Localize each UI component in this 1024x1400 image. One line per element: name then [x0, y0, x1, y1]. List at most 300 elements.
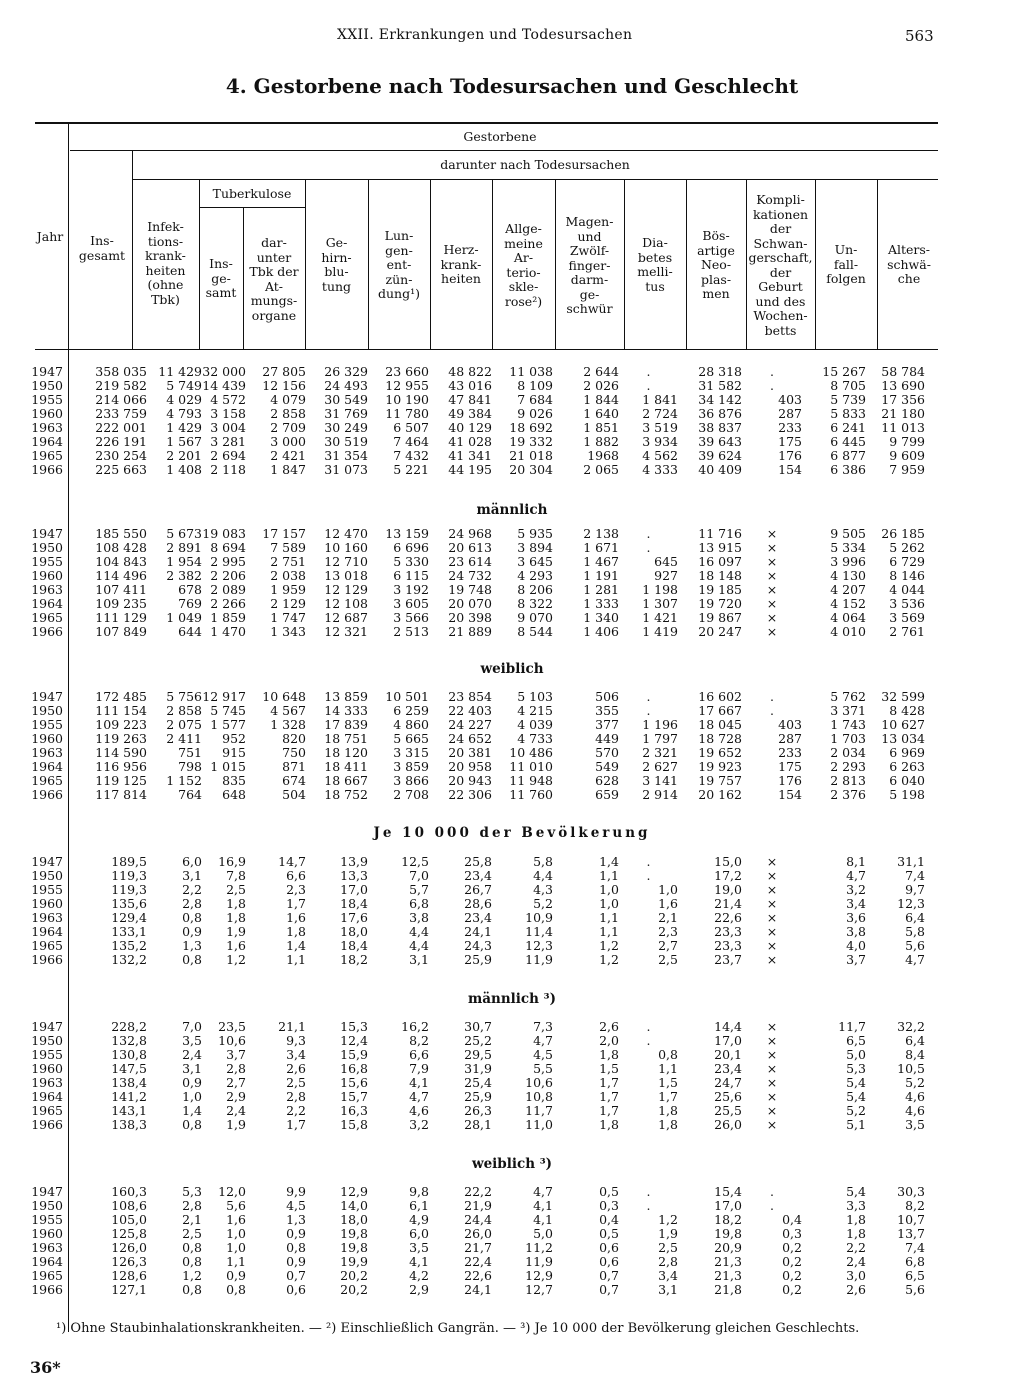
cell-tbk-insgesamt: 1,6 [226, 939, 246, 953]
cell-tbk-atmung: 27 805 [262, 365, 306, 379]
cell-year: 1955 [31, 1048, 63, 1062]
table-row [22, 379, 925, 393]
cell-gehirnblutung: 13 018 [324, 569, 368, 583]
hline: Tbk) [151, 291, 180, 307]
cell-komplikationen: 0,2 [782, 1283, 802, 1297]
cell-neoplasmen: 19 757 [698, 774, 742, 788]
cell-infektion: 4 793 [166, 407, 202, 421]
cell-arteriosklerose: 11,2 [525, 1241, 553, 1255]
cell-magen: 1 467 [583, 555, 619, 569]
cell-tbk-insgesamt: 5,6 [226, 1199, 246, 1213]
cell-magen: 0,7 [599, 1283, 619, 1297]
cell-magen: 0,4 [599, 1213, 619, 1227]
cell-tbk-insgesamt: 2,9 [226, 1090, 246, 1104]
cell-year: 1966 [31, 1283, 63, 1297]
cell-diabetes: 1 421 [642, 611, 678, 625]
cell-magen: 570 [595, 746, 619, 760]
hline: tus [645, 278, 665, 294]
cell-altersschwaeche: 58 784 [881, 365, 925, 379]
hline: ge- [211, 270, 231, 286]
cell-year: 1965 [31, 1269, 63, 1283]
cell-altersschwaeche: 5,6 [905, 939, 925, 953]
table-row [22, 1090, 925, 1104]
cell-gehirnblutung: 19,9 [340, 1255, 368, 1269]
cell-neoplasmen: 18,2 [714, 1213, 742, 1227]
cell-infektion: 1,2 [182, 1269, 202, 1283]
header-herzkrankheiten [430, 243, 492, 287]
cell-neoplasmen: 18 045 [698, 718, 742, 732]
cell-gehirnblutung: 12 321 [324, 625, 368, 639]
cell-tbk-insgesamt: 1 470 [210, 625, 246, 639]
cell-unfallfolgen: 4 207 [830, 583, 866, 597]
cell-unfallfolgen: 8,1 [846, 855, 866, 869]
cell-infektion: 3,1 [182, 1062, 202, 1076]
cell-insgesamt: 189,5 [111, 855, 147, 869]
cell-infektion: 2 201 [166, 449, 202, 463]
cell-tbk-atmung: 4 079 [270, 393, 306, 407]
cell-insgesamt: 117 814 [95, 788, 147, 802]
cell-arteriosklerose: 8 109 [517, 379, 553, 393]
table-title: 4. Gestorbene nach Todesursachen und Geschlecht [225, 74, 799, 98]
cell-lungenentzuendung: 6,0 [409, 1227, 429, 1241]
cell-gehirnblutung: 13,3 [340, 869, 368, 883]
cell-lungenentzuendung: 13 159 [385, 527, 429, 541]
rule-gestorbene [70, 150, 938, 151]
cell-diabetes: 2,8 [658, 1255, 678, 1269]
cell-neoplasmen: 19 923 [698, 760, 742, 774]
cell-komplikationen: × [766, 597, 778, 611]
cell-lungenentzuendung: 3 315 [393, 746, 429, 760]
cell-komplikationen: × [766, 939, 778, 953]
cell-herzkrankheiten: 48 822 [448, 365, 492, 379]
cell-magen: 1,2 [599, 939, 619, 953]
cell-magen: 1 406 [583, 625, 619, 639]
cell-diabetes: . [646, 704, 651, 718]
cell-herzkrankheiten: 21,9 [464, 1199, 492, 1213]
cell-magen: 1,4 [599, 855, 619, 869]
cell-diabetes: 3,1 [658, 1283, 678, 1297]
cell-altersschwaeche: 4,6 [905, 1090, 925, 1104]
hline: schwür [566, 301, 613, 316]
cell-insgesamt: 226 191 [95, 435, 147, 449]
header-magen [555, 215, 624, 317]
cell-magen: 2,0 [599, 1034, 619, 1048]
cell-komplikationen: 287 [778, 732, 802, 746]
cell-komplikationen: × [766, 625, 778, 639]
cell-magen: 1,2 [599, 953, 619, 967]
cell-tbk-atmung: 2 709 [270, 421, 306, 435]
cell-altersschwaeche: 10,5 [897, 1062, 925, 1076]
cell-insgesamt: 107 849 [95, 625, 147, 639]
cell-unfallfolgen: 1,8 [846, 1227, 866, 1241]
cell-infektion: 3,1 [182, 869, 202, 883]
cell-lungenentzuendung: 10 190 [385, 393, 429, 407]
cell-neoplasmen: 21,3 [714, 1269, 742, 1283]
cell-lungenentzuendung: 12,5 [401, 855, 429, 869]
page-signature: 36* [30, 1358, 61, 1377]
cell-altersschwaeche: 4,6 [905, 1104, 925, 1118]
hline: hirn- [321, 249, 352, 265]
cell-magen: 2 026 [583, 379, 619, 393]
cell-year: 1947 [31, 1185, 63, 1199]
cell-diabetes: 645 [654, 555, 678, 569]
cell-arteriosklerose: 11,9 [525, 953, 553, 967]
cell-infektion: 2 382 [166, 569, 202, 583]
cell-gehirnblutung: 19,8 [340, 1227, 368, 1241]
cell-diabetes: . [646, 541, 651, 555]
cell-insgesamt: 111 129 [95, 611, 147, 625]
cell-lungenentzuendung: 9,8 [409, 1185, 429, 1199]
cell-year: 1950 [31, 1034, 63, 1048]
cell-insgesamt: 228,2 [111, 1020, 147, 1034]
cell-gehirnblutung: 18,0 [340, 1213, 368, 1227]
cell-komplikationen: 403 [778, 393, 802, 407]
hline: schwä- [887, 256, 931, 272]
cell-neoplasmen: 19 185 [698, 583, 742, 597]
table-row [22, 583, 925, 597]
cell-insgesamt: 104 843 [95, 555, 147, 569]
cell-altersschwaeche: 8 146 [889, 569, 925, 583]
cell-magen: 1 851 [583, 421, 619, 435]
cell-herzkrankheiten: 21,7 [464, 1241, 492, 1255]
cell-tbk-insgesamt: 1,9 [226, 1118, 246, 1132]
cell-altersschwaeche: 6,4 [905, 1034, 925, 1048]
cell-neoplasmen: 19 867 [698, 611, 742, 625]
cell-arteriosklerose: 4 039 [517, 718, 553, 732]
cell-herzkrankheiten: 40 129 [448, 421, 492, 435]
cell-herzkrankheiten: 41 028 [448, 435, 492, 449]
cell-gehirnblutung: 13 859 [324, 690, 368, 704]
cell-herzkrankheiten: 22 403 [448, 704, 492, 718]
cell-tbk-atmung: 0,9 [286, 1255, 306, 1269]
cell-tbk-atmung: 2,5 [286, 1076, 306, 1090]
cell-herzkrankheiten: 47 841 [448, 393, 492, 407]
cell-komplikationen: × [766, 1104, 778, 1118]
cell-diabetes: . [646, 855, 651, 869]
cell-herzkrankheiten: 41 341 [448, 449, 492, 463]
cell-komplikationen: . [770, 704, 774, 718]
cell-year: 1966 [31, 625, 63, 639]
cell-year: 1960 [31, 1227, 63, 1241]
table-row [22, 1283, 925, 1297]
cell-tbk-insgesamt: 835 [222, 774, 246, 788]
cell-year: 1950 [31, 869, 63, 883]
cell-magen: 1,1 [599, 869, 619, 883]
cell-tbk-insgesamt: 16,9 [218, 855, 246, 869]
cell-altersschwaeche: 4,7 [905, 953, 925, 967]
cell-herzkrankheiten: 20 381 [448, 746, 492, 760]
cell-neoplasmen: 17 667 [698, 704, 742, 718]
cell-lungenentzuendung: 8,2 [409, 1034, 429, 1048]
cell-tbk-atmung: 1 747 [270, 611, 306, 625]
cell-arteriosklerose: 19 332 [509, 435, 553, 449]
hline: terio- [506, 264, 541, 280]
cell-komplikationen: . [770, 365, 774, 379]
cell-herzkrankheiten: 31,9 [464, 1062, 492, 1076]
hline: gen- [385, 242, 413, 258]
cell-tbk-atmung: 820 [282, 732, 306, 746]
section-title-maennlich: männlich [476, 502, 548, 518]
cell-herzkrankheiten: 28,1 [464, 1118, 492, 1132]
data-block-maennlich [22, 527, 925, 639]
cell-lungenentzuendung: 7 432 [393, 449, 429, 463]
cell-year: 1955 [31, 393, 63, 407]
cell-infektion: 678 [178, 583, 202, 597]
cell-insgesamt: 138,3 [111, 1118, 147, 1132]
cell-year: 1964 [31, 925, 63, 939]
cell-gehirnblutung: 10 160 [324, 541, 368, 555]
table-row [22, 869, 925, 883]
cell-arteriosklerose: 12,9 [525, 1269, 553, 1283]
cell-infektion: 798 [178, 760, 202, 774]
cell-unfallfolgen: 5,1 [846, 1118, 866, 1132]
cell-infektion: 0,8 [182, 1255, 202, 1269]
cell-infektion: 769 [178, 597, 202, 611]
cell-unfallfolgen: 2,4 [846, 1255, 866, 1269]
cell-altersschwaeche: 31,1 [897, 855, 925, 869]
header-diabetes [624, 236, 686, 294]
cell-tbk-insgesamt: 1 859 [210, 611, 246, 625]
table-row [22, 1185, 925, 1199]
cell-arteriosklerose: 12,3 [525, 939, 553, 953]
cell-magen: 506 [595, 690, 619, 704]
cell-insgesamt: 126,0 [111, 1241, 147, 1255]
cell-herzkrankheiten: 49 384 [448, 407, 492, 421]
cell-herzkrankheiten: 29,5 [464, 1048, 492, 1062]
cell-arteriosklerose: 5,0 [533, 1227, 553, 1241]
hline: zün- [385, 271, 413, 287]
cell-neoplasmen: 17,0 [714, 1199, 742, 1213]
cell-tbk-atmung: 2 129 [270, 597, 306, 611]
cell-arteriosklerose: 8 206 [517, 583, 553, 597]
hline: dar- [261, 235, 287, 250]
cell-lungenentzuendung: 4,4 [409, 939, 429, 953]
hline: tung [321, 278, 352, 294]
cell-lungenentzuendung: 2 513 [393, 625, 429, 639]
cell-arteriosklerose: 8 544 [517, 625, 553, 639]
cell-komplikationen: × [766, 953, 778, 967]
cell-lungenentzuendung: 16,2 [401, 1020, 429, 1034]
cell-arteriosklerose: 8 322 [517, 597, 553, 611]
cell-infektion: 5 749 [166, 379, 202, 393]
table-row [22, 911, 925, 925]
cell-arteriosklerose: 4,7 [533, 1185, 553, 1199]
cell-unfallfolgen: 5,4 [846, 1185, 866, 1199]
cell-arteriosklerose: 5 103 [517, 690, 553, 704]
cell-infektion: 1 049 [166, 611, 202, 625]
cell-unfallfolgen: 2,6 [846, 1283, 866, 1297]
cell-tbk-atmung: 12 156 [262, 379, 306, 393]
cell-infektion: 2 891 [166, 541, 202, 555]
table-row [22, 855, 925, 869]
cell-tbk-atmung: 9,9 [286, 1185, 306, 1199]
cell-tbk-atmung: 2 858 [270, 407, 306, 421]
cell-magen: 1 333 [583, 597, 619, 611]
cell-infektion: 1,3 [182, 939, 202, 953]
cell-lungenentzuendung: 6 115 [393, 569, 429, 583]
cell-herzkrankheiten: 24,4 [464, 1213, 492, 1227]
cell-komplikationen: 154 [778, 463, 802, 477]
hline: Tbk der [249, 264, 299, 279]
cell-diabetes: 2,5 [658, 1241, 678, 1255]
cell-infektion: 5,3 [182, 1185, 202, 1199]
cell-altersschwaeche: 3 569 [889, 611, 925, 625]
cell-infektion: 2,8 [182, 897, 202, 911]
cell-neoplasmen: 25,5 [714, 1104, 742, 1118]
cell-unfallfolgen: 4 010 [830, 625, 866, 639]
cell-arteriosklerose: 9 070 [517, 611, 553, 625]
cell-insgesamt: 126,3 [111, 1255, 147, 1269]
cell-year: 1965 [31, 774, 63, 788]
cell-altersschwaeche: 9 609 [889, 449, 925, 463]
cell-lungenentzuendung: 4,6 [409, 1104, 429, 1118]
cell-neoplasmen: 20 162 [698, 788, 742, 802]
cell-magen: 1,1 [599, 911, 619, 925]
cell-neoplasmen: 18 728 [698, 732, 742, 746]
header-insgesamt-line: gesamt [78, 247, 126, 263]
cell-insgesamt: 127,1 [111, 1283, 147, 1297]
cell-arteriosklerose: 20 304 [509, 463, 553, 477]
cell-komplikationen: . [770, 690, 774, 704]
cell-tbk-atmung: 2,6 [286, 1062, 306, 1076]
cell-insgesamt: 358 035 [95, 365, 147, 379]
hline: tions- [147, 233, 184, 249]
table-row [22, 788, 925, 802]
hline: artige [697, 242, 735, 258]
cell-neoplasmen: 14,4 [714, 1020, 742, 1034]
cell-tbk-insgesamt: 2,8 [226, 1062, 246, 1076]
cell-tbk-atmung: 0,8 [286, 1241, 306, 1255]
cell-year: 1963 [31, 1076, 63, 1090]
cell-herzkrankheiten: 23 854 [448, 690, 492, 704]
cell-unfallfolgen: 6,5 [846, 1034, 866, 1048]
cell-insgesamt: 233 759 [95, 407, 147, 421]
cell-insgesamt: 133,1 [111, 925, 147, 939]
data-block-je-10000 [22, 855, 925, 967]
cell-tbk-insgesamt: 1,9 [226, 925, 246, 939]
cell-herzkrankheiten: 24 732 [448, 569, 492, 583]
cell-gehirnblutung: 18 752 [324, 788, 368, 802]
cell-komplikationen: 403 [778, 718, 802, 732]
cell-gehirnblutung: 30 519 [324, 435, 368, 449]
hline: und [577, 228, 602, 244]
cell-komplikationen: × [766, 1048, 778, 1062]
table-row [22, 883, 925, 897]
cell-arteriosklerose: 4,4 [533, 869, 553, 883]
cell-komplikationen: 0,3 [782, 1227, 802, 1241]
header-gehirnblutung [305, 236, 368, 294]
cell-komplikationen: × [766, 1062, 778, 1076]
cell-tbk-atmung: 2,8 [286, 1090, 306, 1104]
cell-arteriosklerose: 3 894 [517, 541, 553, 555]
cell-gehirnblutung: 15,6 [340, 1076, 368, 1090]
cell-magen: 1,8 [599, 1118, 619, 1132]
data-block-weiblich [22, 690, 925, 802]
cell-unfallfolgen: 3,6 [846, 911, 866, 925]
cell-infektion: 2 858 [166, 704, 202, 718]
hline: Kompli- [756, 192, 805, 207]
hline: blu- [324, 264, 349, 279]
hline: Magen- [565, 214, 614, 229]
cell-tbk-atmung: 6,6 [286, 869, 306, 883]
cell-infektion: 1,4 [182, 1104, 202, 1118]
table-row [22, 365, 925, 379]
cell-infektion: 3,5 [182, 1034, 202, 1048]
hline: darm- [570, 272, 609, 287]
cell-komplikationen: 175 [778, 760, 802, 774]
cell-infektion: 2 411 [166, 732, 202, 746]
cell-tbk-atmung: 17 157 [262, 527, 306, 541]
cell-diabetes: 1,5 [658, 1076, 678, 1090]
cell-unfallfolgen: 2 034 [830, 746, 866, 760]
hline: Wochen- [753, 308, 808, 323]
hline: der [769, 221, 792, 236]
cell-unfallfolgen: 6 877 [830, 449, 866, 463]
cell-gehirnblutung: 18,4 [340, 897, 368, 911]
cell-infektion: 0,9 [182, 925, 202, 939]
hline: che [897, 271, 921, 286]
cell-arteriosklerose: 5 935 [517, 527, 553, 541]
cell-insgesamt: 128,6 [111, 1269, 147, 1283]
cell-unfallfolgen: 5 739 [830, 393, 866, 407]
cell-tbk-atmung: 2 751 [270, 555, 306, 569]
cell-tbk-insgesamt: 19 083 [202, 527, 246, 541]
cell-tbk-atmung: 1,8 [286, 925, 306, 939]
cell-arteriosklerose: 11,4 [525, 925, 553, 939]
cell-tbk-insgesamt: 1,8 [226, 897, 246, 911]
cell-lungenentzuendung: 6,1 [409, 1199, 429, 1213]
cell-komplikationen: × [766, 855, 778, 869]
cell-year: 1964 [31, 760, 63, 774]
cell-gehirnblutung: 17,0 [340, 883, 368, 897]
table-row [22, 1227, 925, 1241]
cell-arteriosklerose: 4,5 [533, 1048, 553, 1062]
cell-unfallfolgen: 6 445 [830, 435, 866, 449]
cell-tbk-atmung: 0,9 [286, 1227, 306, 1241]
cell-tbk-insgesamt: 648 [222, 788, 246, 802]
cell-lungenentzuendung: 3,2 [409, 1118, 429, 1132]
cell-lungenentzuendung: 6 507 [393, 421, 429, 435]
cell-tbk-atmung: 10 648 [262, 690, 306, 704]
cell-diabetes: 2 914 [642, 788, 678, 802]
cell-gehirnblutung: 19,8 [340, 1241, 368, 1255]
cell-komplikationen: 154 [778, 788, 802, 802]
cell-altersschwaeche: 10 627 [881, 718, 925, 732]
cell-arteriosklerose: 9 026 [517, 407, 553, 421]
cell-komplikationen: 0,2 [782, 1269, 802, 1283]
cell-arteriosklerose: 18 692 [509, 421, 553, 435]
cell-diabetes: 4 562 [642, 449, 678, 463]
cell-lungenentzuendung: 4,9 [409, 1213, 429, 1227]
header-tbk-atmung [243, 236, 305, 323]
cell-unfallfolgen: 6 386 [830, 463, 866, 477]
table-row [22, 704, 925, 718]
table-row [22, 435, 925, 449]
cell-insgesamt: 119,3 [111, 869, 147, 883]
cell-year: 1966 [31, 463, 63, 477]
cell-altersschwaeche: 8,2 [905, 1199, 925, 1213]
cell-infektion: 1 954 [166, 555, 202, 569]
cell-diabetes: 0,8 [658, 1048, 678, 1062]
cell-infektion: 4 029 [166, 393, 202, 407]
cell-arteriosklerose: 21 018 [509, 449, 553, 463]
cell-tbk-insgesamt: 1,0 [226, 1227, 246, 1241]
cell-herzkrankheiten: 43 016 [448, 379, 492, 393]
cell-altersschwaeche: 5 262 [889, 541, 925, 555]
cell-unfallfolgen: 8 705 [830, 379, 866, 393]
cell-insgesamt: 119 263 [95, 732, 147, 746]
hline: betes [637, 249, 673, 265]
